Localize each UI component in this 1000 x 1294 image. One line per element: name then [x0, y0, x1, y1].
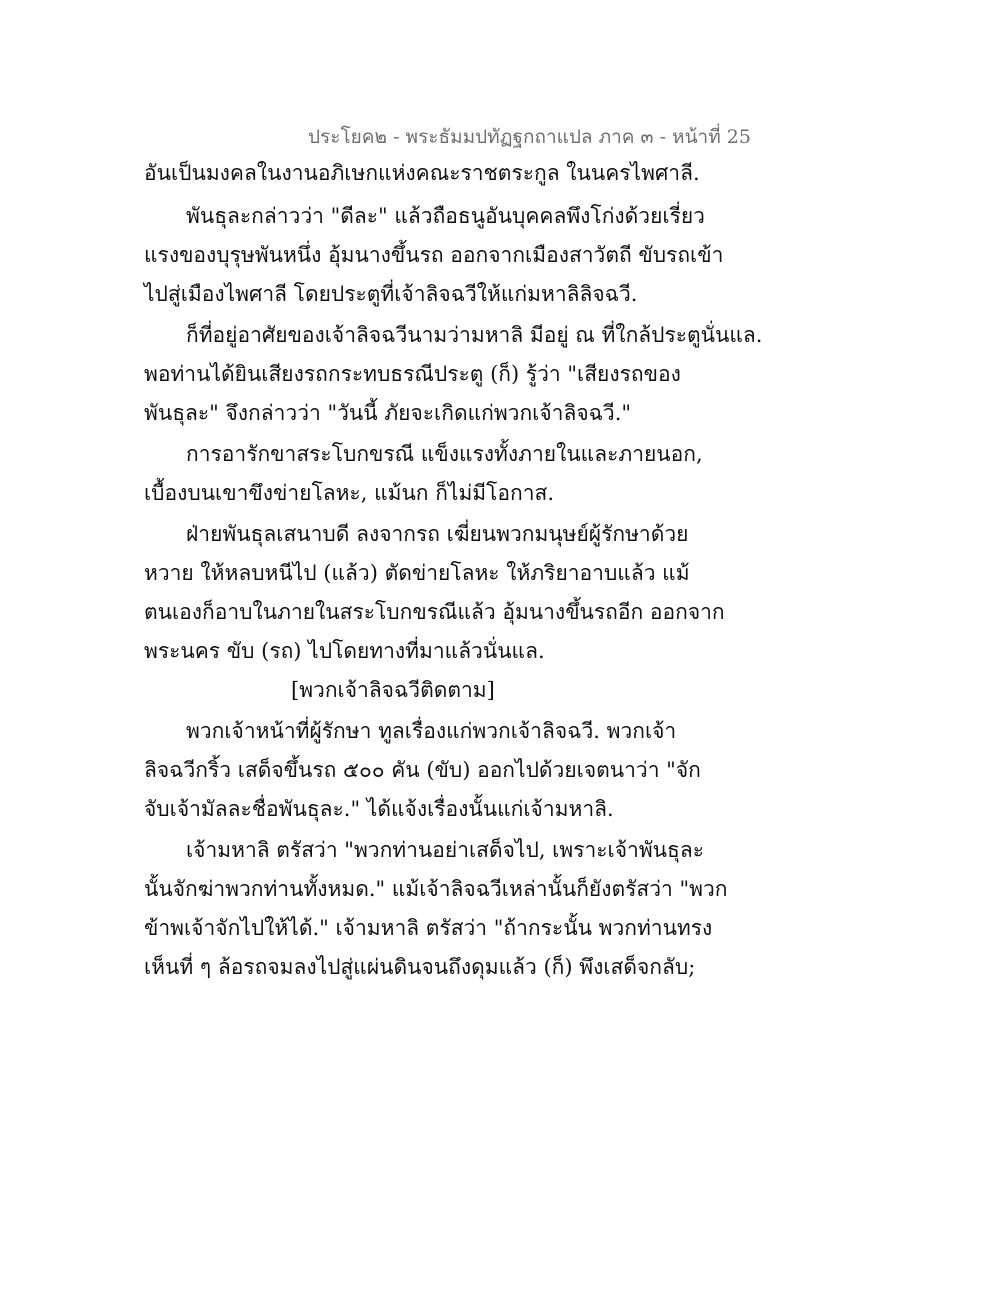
text-line: อันเป็นมงคลในงานอภิเษกแห่งคณะราชตระกูล ในนครไพศาลี.	[144, 161, 700, 185]
section-heading: [พวกเจ้าลิจฉวีติดตาม]	[291, 678, 495, 702]
text-line: แรงของบุรุษพันหนึ่ง อุ้มนางขึ้นรถ ออกจากเมืองสาวัตถี ขับรถเข้า	[144, 243, 724, 267]
text-line: จับเจ้ามัลละชื่อพันธุละ." ได้แจ้งเรื่องนั้นแก่เจ้ามหาลิ.	[144, 797, 614, 821]
text-line: พวกเจ้าหน้าที่ผู้รักษา ทูลเรื่องแก่พวกเจ้าลิจฉวี. พวกเจ้า	[186, 719, 677, 743]
text-line: พันธุละกล่าวว่า "ดีละ" แล้วถือธนูอันบุคคลพึงโก่งด้วยเรี่ยว	[186, 204, 705, 228]
text-line: พระนคร ขับ (รถ) ไปโดยทางที่มาแล้วนั่นแล.	[144, 639, 545, 663]
text-line: เจ้ามหาลิ ตรัสว่า "พวกท่านอย่าเสด็จไป, เพราะเจ้าพันธุละ	[186, 838, 704, 862]
text-line: ตนเองก็อาบในภายในสระโบกขรณีแล้ว อุ้มนางขึ้นรถอีก ออกจาก	[144, 600, 725, 624]
running-header: ประโยค๒ - พระธัมมปทัฏฐกถาแปล ภาค ๓ - หน้าที่ 25	[308, 126, 751, 148]
text-line: นั้นจักฆ่าพวกท่านทั้งหมด." แม้เจ้าลิจฉวีเหล่านั้นก็ยังตรัสว่า "พวก	[144, 877, 728, 901]
text-line: ลิจฉวีกริ้ว เสด็จขึ้นรถ ๕๐๐ คัน (ขับ) ออกไปด้วยเจตนาว่า "จัก	[144, 758, 701, 782]
text-line: เบื้องบนเขาขึงข่ายโลหะ, แม้นก ก็ไม่มีโอกาส.	[144, 481, 555, 505]
text-line: ฝ่ายพันธุลเสนาบดี ลงจากรถ เฆี่ยนพวกมนุษย์ผู้รักษาด้วย	[186, 522, 689, 546]
text-line: ไปสู่เมืองไพศาลี โดยประตูที่เจ้าลิจฉวีให้แก่มหาลิลิจฉวี.	[144, 282, 638, 306]
text-line: ก็ที่อยู่อาศัยของเจ้าลิจฉวีนามว่ามหาลิ มีอยู่ ณ ที่ใกล้ประตูนั่นแล.	[186, 323, 763, 347]
text-line: เห็นที่ ๆ ล้อรถจมลงไปสู่แผ่นดินจนถึงดุมแล้ว (ก็) พึงเสด็จกลับ;	[144, 955, 696, 979]
text-line: การอารักขาสระโบกขรณี แข็งแรงทั้งภายในและภายนอก,	[186, 442, 703, 466]
text-line: พอท่านได้ยินเสียงรถกระทบธรณีประตู (ก็) รู้ว่า "เสียงรถของ	[144, 362, 681, 386]
text-line: ข้าพเจ้าจักไปให้ได้." เจ้ามหาลิ ตรัสว่า "ถ้ากระนั้น พวกท่านทรง	[144, 916, 713, 940]
text-line: หวาย ให้หลบหนีไป (แล้ว) ตัดข่ายโลหะ ให้ภริยาอาบแล้ว แม้	[144, 561, 690, 585]
text-line: พันธุละ" จึงกล่าวว่า "วันนี้ ภัยจะเกิดแก่พวกเจ้าลิจฉวี."	[144, 401, 632, 425]
